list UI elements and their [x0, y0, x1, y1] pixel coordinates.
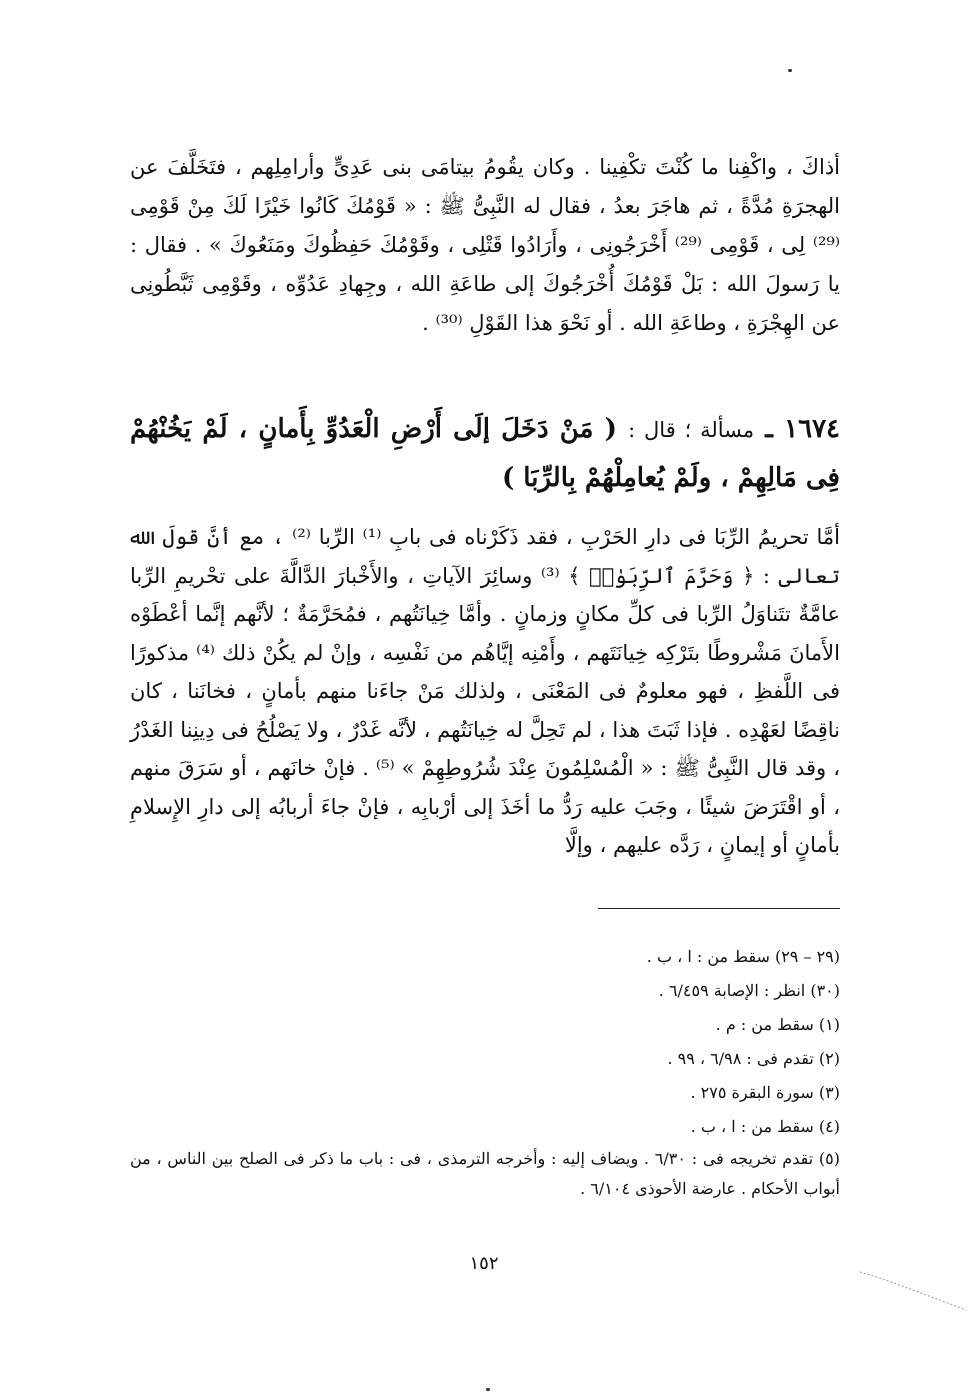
body-paragraph-2: أمَّا تحريمُ الرِّبَا فى دارِ الحَرْبِ ، فقد ذَكَرْناه فى بابِ ⁽¹⁾ الرِّبا ⁽²⁾ ، مع أنَّ قولَ الله تعالى : ﴿ وَحَرَّمَ ٱلرِّبَوٰا۟ ﴾ ⁽³⁾ وسائِرَ الآياتِ ، والأَخْبارَ الدَّالَّةَ على تحْريمِ الرِّبا عامَّةٌ تتَناوَلُ الرِّبا فى كلِّ مكانٍ وزمانٍ . وأمَّا خِيانَتُهم ، فمُحَرَّمَةٌ ؛ لأنَّهم إنَّما أعْطَوْه الأَمانَ مَشْروطًا بتَرْكِه خِيانَتَهم ، وأَمْنِه إيَّاهُم من نَفْسِه ، وإنْ لم يكُنْ ذلك ⁽⁴⁾ مذكورًا فى اللَّفظِ ، فهو معلومٌ فى المَعْنَى ، ولذلك مَنْ جاءَنا منهم بأمانٍ ، فخانَنا ، كان ناقِضًا لعَهْدِه . فإذا ثَبَتَ هذا ، لم تَحِلَّ له خِيانَتُهم ، لأنَّه غَدْرٌ ، ولا يَصْلُحُ فى دِينِنا الغَدْرُ ، وقد قال النَّبِىُّ ﷺ : « الْمُسْلِمُونَ عِنْدَ شُرُوطِهِمْ » ⁽⁵⁾ . فإنْ خانَهم ، أو سَرَقَ منهم ، أو اقْتَرَضَ شيئًا ، وجَبَ عليه رَدُّ ما أخَذَ إلى أرْبابِه ، فإنْ جاءَ أربابُه إلى دارِ الإِسلامِ بأمانٍ أو إيمانٍ ، رَدَّه عليهم ، وإلَّا — [130, 525, 840, 857]
footnote-item: (٣٠) انظر : الإصابة ٦/٤٥٩ . — [658, 981, 840, 1000]
section-dash: ـ — [754, 414, 773, 444]
scan-speck — [788, 69, 792, 72]
section-title: ( مَنْ دَخَلَ إلَى أَرْضِ الْعَدُوِّ بِأَمانٍ ، لَمْ يَخُنْهُمْ فِى مَالِهِمْ ، ولَمْ يُعامِلْهُمْ بِالرِّبَا ) — [130, 414, 840, 493]
footnotes-list — [130, 940, 840, 1204]
body-paragraph-1: أذاكَ ، واكْفِنا ما كُنْتَ تكْفِينا . وكان يقُومُ بيتامَى بنى عَدِىٍّ وأرامِلِهم ، فتَخَلَّفَ عن الهجرَةِ مُدَّةً ، ثم هاجَرَ بعدُ ، فقال له النَّبِىُّ ﷺ : « قَوْمُكَ كَانُوا خَيْرًا لَكَ مِنْ قَوْمِى ⁽²⁹⁾ لِى ، قَوْمِى ⁽²⁹⁾ أَخْرَجُونِى ، وأَرَادُوا قَتْلِى ، وقَوْمُكَ حَفِظُوكَ ومَنَعُوكَ » . فقال : يا رَسولَ الله : بَلْ قَوْمُكَ أُخْرَجُوكَ إلى طاعَةِ الله ، وجِهادِ عَدُوِّه ، وقَوْمِى ثَبَّطُونِى عن الهِجْرَةِ ، وطاعَةِ الله . أو نَحْوَ هذا القَوْلِ ⁽³⁰⁾ . — [130, 155, 840, 335]
footnote-item: (٤) سقط من : ا ، ب . — [690, 1117, 840, 1136]
footnote-item: (١) سقط من : م . — [715, 1015, 840, 1034]
footnote-item: (٥) تقدم تخريجه فى : ٦/٣٠ . ويضاف إليه : وأخرجه الترمذى ، فى : باب ما ذكر فى الصلح بين الناس ، من أبواب الأحكام . عارضة الأحوذى ٦/١٠٤ . — [130, 1149, 840, 1198]
section-number: ١٦٧٤ — [784, 414, 840, 444]
page-number: ١٥٢ — [469, 1253, 499, 1274]
section-heading — [130, 405, 840, 502]
footnote-item: (٢) تقدم فى : ٦/٩٨ ، ٩٩ . — [667, 1049, 840, 1068]
footnote-divider — [598, 908, 840, 909]
footnote-item: (٣) سورة البقرة ٢٧٥ . — [690, 1083, 840, 1102]
footnote-item: (٢٩ – ٢٩) سقط من : ا ، ب . — [646, 947, 840, 966]
scan-speck — [486, 1388, 490, 1391]
scan-edge-artifact — [858, 1270, 968, 1330]
section-lead: مسألة ؛ قال : — [628, 418, 755, 442]
